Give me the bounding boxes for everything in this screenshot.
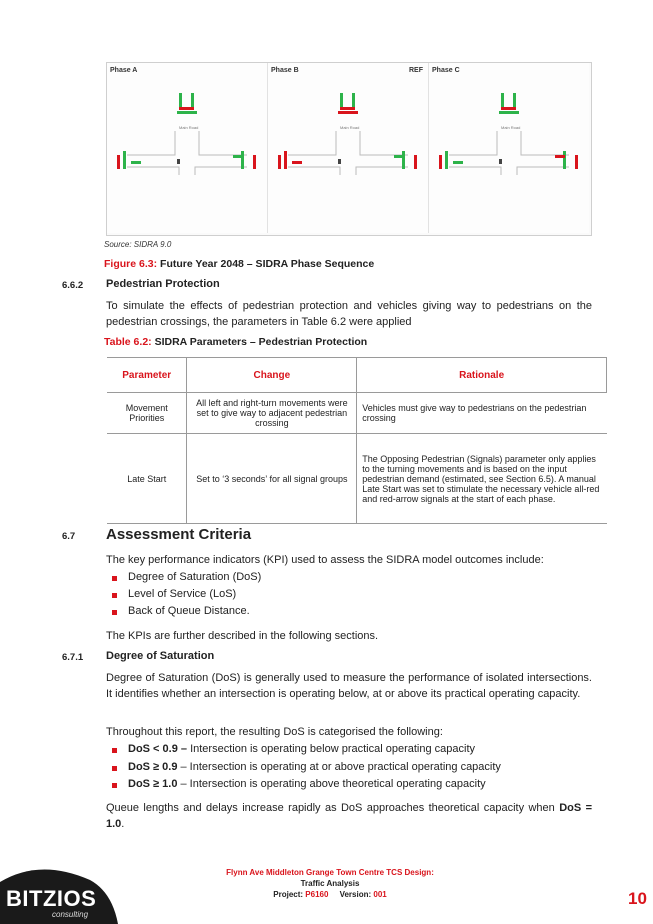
table-cell: The Opposing Pedestrian (Signals) parameter only applies to the turning movements and is based on the input pedestrian demand (estimated, see Section 6.5). A manual Late Start was set to stimulate the necessary vehicle all-red and red-arrow signals at the start of each phase. — [357, 434, 607, 524]
main-road-label: Main Road — [179, 125, 199, 130]
table-cell: Late Start — [107, 434, 187, 524]
paragraph-text: Queue lengths and delays increase rapidly as DoS approaches theoretical capacity when — [106, 802, 560, 814]
section-paragraph: To simulate the effects of pedestrian protection and vehicles giving way to pedestrians on the pedestrian crossings, the parameters in Table 6.2 were applied — [106, 300, 592, 328]
bullet-icon — [112, 576, 117, 581]
footer-subtitle: Traffic Analysis — [300, 879, 360, 888]
table-caption — [104, 336, 367, 348]
dos-description: – Intersection is operating at or above practical operating capacity — [177, 761, 501, 773]
dos-threshold: DoS ≥ 1.0 — [128, 778, 178, 790]
logo-text: BITZIOS — [6, 886, 97, 911]
section-title: Pedestrian Protection — [106, 278, 220, 290]
list-item — [128, 761, 501, 773]
caption-text: SIDRA Parameters – Pedestrian Protection — [154, 336, 368, 348]
caption-label: Figure 6.3: — [104, 258, 158, 270]
section-number: 6.6.2 — [62, 280, 84, 291]
phase-label: Phase B — [271, 67, 299, 74]
caption-text: Future Year 2048 – SIDRA Phase Sequence — [160, 258, 375, 270]
section-number: 6.7.1 — [62, 652, 84, 663]
section-paragraph — [106, 800, 592, 832]
bullet-icon — [112, 748, 117, 753]
bullet-icon — [112, 593, 117, 598]
section-paragraph: The KPIs are further described in the following sections. — [106, 630, 379, 642]
dos-threshold: DoS < 0.9 – — [128, 743, 188, 755]
phase-sequence-figure — [106, 62, 592, 236]
column-header: Parameter — [107, 358, 187, 393]
table-row — [107, 393, 607, 434]
paragraph-bold: DoS = 1.0 — [106, 802, 592, 830]
version-label: Version: — [339, 890, 372, 899]
bullet-icon — [112, 783, 117, 788]
footer-project-line — [160, 890, 500, 899]
column-header: Rationale — [357, 358, 607, 393]
section-paragraph: The key performance indicators (KPI) used to assess the SIDRA model outcomes include: — [106, 554, 544, 566]
caption-label: Table 6.2: — [104, 336, 152, 348]
section-paragraph: Degree of Saturation (DoS) is generally used to measure the performance of isolated intersections. It identifies whether an intersection is operating below, at or above its practical operating capacity. — [106, 672, 592, 700]
project-value: P6160 — [305, 890, 329, 899]
section-title: Degree of Saturation — [106, 650, 215, 662]
footer-title: Flynn Ave Middleton Grange Town Centre TCS Design: — [226, 868, 434, 877]
dos-threshold: DoS ≥ 0.9 — [128, 761, 178, 773]
dos-description: Intersection is operating below practical operating capacity — [187, 743, 476, 755]
bullet-icon — [112, 610, 117, 615]
project-label: Project: — [273, 890, 304, 899]
table-cell: Vehicles must give way to pedestrians on the pedestrian crossing — [357, 393, 607, 434]
table-row — [107, 434, 607, 524]
logo-subtext: consulting — [52, 910, 89, 919]
reference-phase-label: REF — [409, 67, 423, 74]
phase-c-panel — [429, 63, 589, 233]
bullet-icon — [112, 766, 117, 771]
section-title: Assessment Criteria — [106, 526, 252, 543]
section-paragraph: Throughout this report, the resulting DoS is categorised the following: — [106, 726, 443, 738]
phase-label: Phase C — [432, 67, 460, 74]
svg-text:Main Road: Main Road — [501, 125, 521, 130]
phase-label: Phase A — [110, 67, 138, 74]
list-item — [128, 778, 486, 790]
version-value: 001 — [373, 890, 387, 899]
table-cell: Movement Priorities — [107, 393, 187, 434]
section-number: 6.7 — [62, 531, 76, 542]
dos-description: – Intersection is operating above theoretical operating capacity — [177, 778, 486, 790]
table-cell: All left and right-turn movements were set to give way to adjacent pedestrian crossing — [187, 393, 357, 434]
list-item: Level of Service (LoS) — [128, 588, 237, 600]
page-number: 10 — [628, 889, 647, 908]
company-logo — [0, 852, 118, 924]
list-item: Degree of Saturation (DoS) — [128, 571, 262, 583]
figure-source: Source: SIDRA 9.0 — [104, 240, 172, 249]
table-cell: Set to ‘3 seconds’ for all signal groups — [187, 434, 357, 524]
column-header: Change — [187, 358, 357, 393]
table-header-row — [107, 358, 607, 393]
phase-c-diagram — [429, 63, 589, 233]
phase-a-panel — [107, 63, 268, 233]
phase-a-diagram — [107, 63, 267, 233]
phase-b-diagram — [268, 63, 428, 233]
phase-b-panel — [268, 63, 429, 233]
list-item — [128, 743, 475, 755]
parameters-table — [107, 357, 607, 524]
paragraph-end: . — [121, 818, 125, 830]
svg-text:Main Road: Main Road — [340, 125, 360, 130]
figure-caption — [104, 258, 374, 270]
list-item: Back of Queue Distance. — [128, 605, 250, 617]
